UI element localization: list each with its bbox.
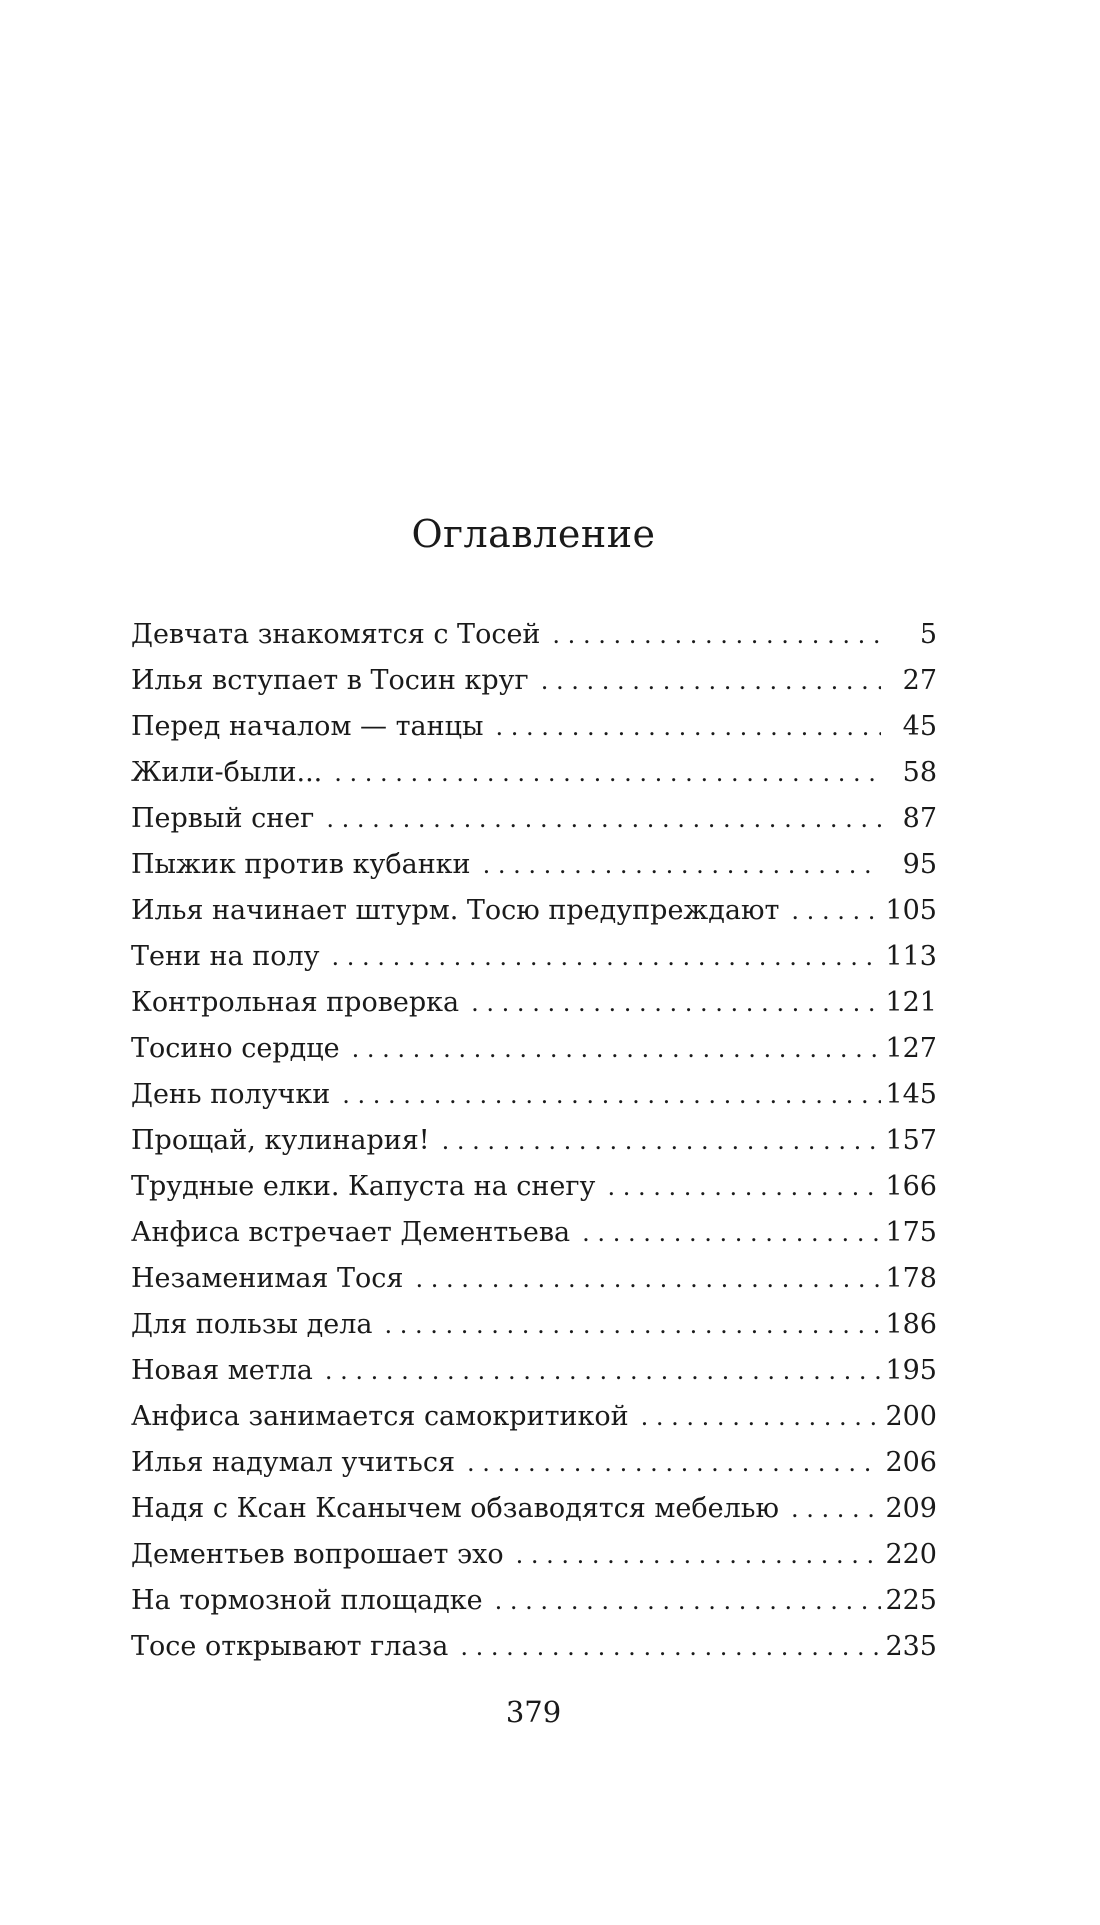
toc-entry-page: 195: [885, 1355, 937, 1386]
dot-leader: [415, 1256, 881, 1302]
dot-leader: [384, 1302, 881, 1348]
toc-entry: [131, 1072, 937, 1118]
toc-entry: [131, 796, 937, 842]
dot-leader: [582, 1210, 881, 1256]
toc-entry: [131, 842, 937, 888]
toc-entry: [131, 1210, 937, 1256]
toc-entry-title: Незаменимая Тося: [131, 1263, 404, 1294]
dot-leader: [483, 842, 881, 888]
toc-entry: [131, 750, 937, 796]
dot-leader: [791, 888, 881, 934]
toc-entry-page: 113: [885, 941, 937, 972]
toc-entry-page: 27: [902, 665, 937, 696]
toc-entry: [131, 980, 937, 1026]
toc-entry-page: 5: [919, 619, 937, 650]
toc-entry-title: Анфиса встречает Дементьева: [131, 1217, 571, 1248]
toc-entry-title: Перед началом — танцы: [131, 711, 484, 742]
dot-leader: [641, 1394, 881, 1440]
toc-entry-title: Для пользы дела: [131, 1309, 373, 1340]
toc-entry-title: Прощай, кулинария!: [131, 1125, 430, 1156]
toc-entry: [131, 1118, 937, 1164]
toc-entry: [131, 1578, 937, 1624]
toc-entry-page: 178: [885, 1263, 937, 1294]
toc-entry: [131, 1532, 937, 1578]
dot-leader: [326, 796, 881, 842]
dot-leader: [467, 1440, 881, 1486]
toc-entry: [131, 888, 937, 934]
toc-entry: [131, 934, 937, 980]
toc-entry-title: Илья вступает в Тосин круг: [131, 665, 529, 696]
toc-entry-title: Трудные елки. Капуста на снегу: [131, 1171, 596, 1202]
toc-entry: [131, 1302, 937, 1348]
dot-leader: [352, 1026, 881, 1072]
toc-entry-title: На тормозной площадке: [131, 1585, 483, 1616]
toc-entry-title: Девчата знакомятся с Тосей: [131, 619, 541, 650]
toc-entry: [131, 1394, 937, 1440]
toc-entry-title: Первый снег: [131, 803, 315, 834]
toc-entry-title: Дементьев вопрошает эхо: [131, 1539, 504, 1570]
toc-entry-title: Контрольная проверка: [131, 987, 460, 1018]
toc-entry-page: 206: [885, 1447, 937, 1478]
dot-leader: [495, 1578, 881, 1624]
dot-leader: [325, 1348, 881, 1394]
toc-entry-page: 121: [885, 987, 937, 1018]
dot-leader: [541, 658, 881, 704]
toc-entry-page: 145: [885, 1079, 937, 1110]
dot-leader: [552, 612, 881, 658]
toc-entry-page: 157: [885, 1125, 937, 1156]
toc-entry-title: Новая метла: [131, 1355, 313, 1386]
toc-entry-page: 127: [885, 1033, 937, 1064]
toc-entry-title: Илья надумал учиться: [131, 1447, 455, 1478]
toc-entry: [131, 1624, 937, 1670]
toc-entry-page: 200: [885, 1401, 937, 1432]
toc-entry-title: Анфиса занимается самокритикой: [131, 1401, 629, 1432]
toc-entry-title: Жили-были...: [131, 757, 323, 788]
toc-entry: [131, 658, 937, 704]
toc-entry: [131, 1348, 937, 1394]
dot-leader: [496, 704, 882, 750]
toc-entry-title: День получки: [131, 1079, 331, 1110]
toc-entry: [131, 1486, 937, 1532]
toc-entry-title: Тосе открывают глаза: [131, 1631, 449, 1662]
toc-entry-title: Илья начинает штурм. Тосю предупреждают: [131, 895, 780, 926]
toc-entry: [131, 1440, 937, 1486]
toc-entry-title: Надя с Ксан Ксанычем обзаводятся мебелью: [131, 1493, 779, 1524]
toc-entry-title: Пыжик против кубанки: [131, 849, 471, 880]
toc-entry: [131, 1026, 937, 1072]
dot-leader: [471, 980, 881, 1026]
dot-leader: [607, 1164, 881, 1210]
toc-entry-page: 186: [885, 1309, 937, 1340]
toc-entry-page: 58: [902, 757, 937, 788]
toc-entry-page: 175: [885, 1217, 937, 1248]
toc-entry: [131, 612, 937, 658]
toc-entry-page: 45: [902, 711, 937, 742]
page-number: 379: [505, 1695, 562, 1729]
dot-leader: [791, 1486, 881, 1532]
toc-entry-page: 95: [902, 849, 937, 880]
toc-entry-page: 220: [885, 1539, 937, 1570]
toc-entry-page: 235: [885, 1631, 937, 1662]
toc-entry-page: 209: [885, 1493, 937, 1524]
table-of-contents: [131, 612, 937, 1670]
toc-entry-title: Тени на полу: [131, 941, 320, 972]
dot-leader: [516, 1532, 881, 1578]
page-title: Оглавление: [411, 512, 656, 556]
dot-leader: [442, 1118, 881, 1164]
dot-leader: [342, 1072, 881, 1118]
toc-entry: [131, 1164, 937, 1210]
dot-leader: [460, 1624, 881, 1670]
toc-entry-page: 166: [885, 1171, 937, 1202]
dot-leader: [334, 750, 881, 796]
toc-entry-page: 225: [885, 1585, 937, 1616]
toc-entry: [131, 1256, 937, 1302]
toc-entry-page: 87: [902, 803, 937, 834]
toc-entry-page: 105: [885, 895, 937, 926]
toc-entry: [131, 704, 937, 750]
dot-leader: [332, 934, 881, 980]
toc-entry-title: Тосино сердце: [131, 1033, 340, 1064]
